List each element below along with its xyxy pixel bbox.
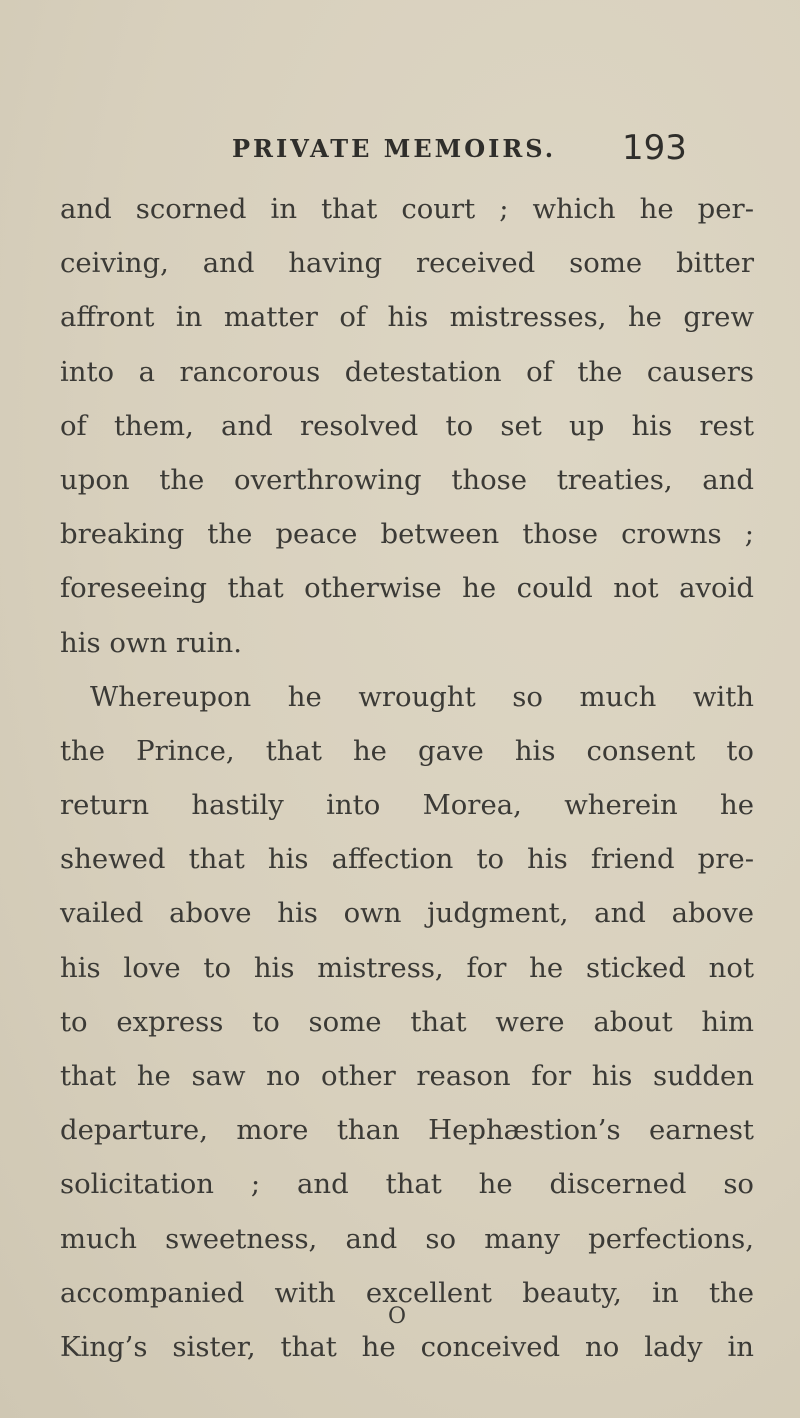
page-header xyxy=(0,128,800,174)
text-line: that he saw no other reason for his sudden xyxy=(60,1060,754,1092)
text-line: shewed that his affection to his friend pre- xyxy=(60,843,754,876)
text-line: foreseeing that otherwise he could not avoid xyxy=(60,572,754,605)
text-line: solicitation ; and that he discerned so xyxy=(60,1168,754,1201)
running-head: PRIVATE MEMOIRS. xyxy=(232,134,557,163)
text-line: his own ruin. xyxy=(60,626,243,659)
signature-mark: O xyxy=(388,1304,407,1329)
text-line: of them, and resolved to set up his rest xyxy=(60,409,754,442)
text-line: Whereupon he wrought so much with xyxy=(90,680,754,713)
text-line: much sweetness, and so many perfections, xyxy=(60,1222,754,1255)
text-line: and scorned in that court ; which he per- xyxy=(60,193,754,225)
text-line: accompanied with excellent beauty, in the xyxy=(60,1276,754,1309)
text-line: departure, more than Hephæstion’s earnest xyxy=(60,1114,754,1147)
text-line: King’s sister, that he conceived no lady in xyxy=(60,1330,754,1363)
text-line: ceiving, and having received some bitter xyxy=(60,247,754,280)
text-line: upon the overthrowing those treaties, and xyxy=(60,463,754,496)
text-line: to express to some that were about him xyxy=(60,1005,754,1038)
text-line: the Prince, that he gave his consent to xyxy=(60,734,754,767)
text-line: return hastily into Morea, wherein he xyxy=(60,789,754,822)
text-line: breaking the peace between those crowns ; xyxy=(60,518,754,551)
text-line: into a rancorous detestation of the causers xyxy=(60,355,754,388)
text-line: affront in matter of his mistresses, he grew xyxy=(60,301,754,334)
page-number: 193 xyxy=(622,128,687,168)
body-text xyxy=(60,182,754,1374)
text-line: vailed above his own judgment, and above xyxy=(60,897,754,930)
text-line: his love to his mistress, for he sticked not xyxy=(60,951,754,984)
